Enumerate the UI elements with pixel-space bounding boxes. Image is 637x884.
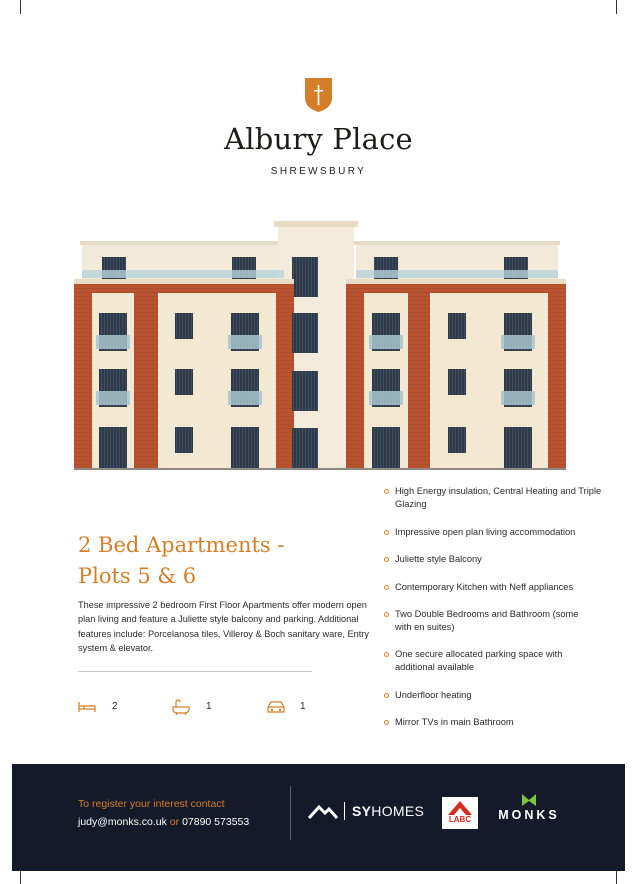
crop-mark bbox=[20, 870, 21, 884]
feature-item: Impressive open plan living accommodation bbox=[384, 526, 610, 539]
bullet-icon bbox=[384, 652, 389, 657]
spec-parking bbox=[266, 696, 306, 718]
crop-mark bbox=[616, 870, 617, 884]
labc-logo bbox=[442, 797, 478, 829]
bullet-icon bbox=[384, 489, 389, 494]
spec-bathrooms-value: 1 bbox=[206, 701, 212, 712]
crop-mark bbox=[20, 0, 21, 14]
syhomes-divider bbox=[344, 802, 345, 820]
crest-logo bbox=[305, 78, 332, 112]
monks-logo bbox=[494, 794, 564, 822]
bed-icon bbox=[78, 700, 96, 714]
building-illustration bbox=[74, 221, 566, 470]
bath-icon bbox=[172, 699, 190, 715]
spec-bedrooms bbox=[78, 696, 118, 718]
development-location: SHREWSBURY bbox=[270, 166, 367, 177]
feature-item: Mirror TVs in main Bathroom bbox=[384, 716, 610, 729]
car-icon bbox=[266, 700, 286, 714]
crop-mark bbox=[616, 0, 617, 14]
labc-roof-icon bbox=[442, 798, 478, 816]
feature-item: Underfloor heating bbox=[384, 689, 610, 702]
contact-line bbox=[78, 816, 249, 828]
bullet-icon bbox=[384, 612, 389, 617]
monks-m-icon bbox=[522, 794, 536, 806]
roof-icon bbox=[308, 803, 338, 819]
contact-phone[interactable]: 07890 573553 bbox=[182, 816, 250, 828]
bullet-icon bbox=[384, 720, 389, 725]
bullet-icon bbox=[384, 557, 389, 562]
listing-heading bbox=[78, 530, 358, 592]
listing-heading-line2: Plots 5 & 6 bbox=[78, 564, 197, 588]
divider bbox=[78, 671, 312, 672]
spec-bedrooms-value: 2 bbox=[112, 701, 118, 712]
syhomes-wordmark: SYHOMES bbox=[352, 803, 425, 819]
monks-wordmark: MONKS bbox=[498, 808, 560, 822]
feature-item: Juliette style Balcony bbox=[384, 553, 610, 566]
labc-wordmark: LABC bbox=[448, 815, 472, 824]
feature-list bbox=[384, 485, 610, 729]
feature-item: One secure allocated parking space with additional available bbox=[384, 648, 600, 675]
bullet-icon bbox=[384, 693, 389, 698]
contact-email[interactable]: judy@monks.co.uk bbox=[78, 816, 167, 828]
contact-or: or bbox=[169, 816, 180, 828]
contact-label: To register your interest contact bbox=[78, 798, 225, 810]
listing-heading-line1: 2 Bed Apartments - bbox=[78, 533, 285, 557]
spec-parking-value: 1 bbox=[300, 701, 306, 712]
spec-bathrooms bbox=[172, 696, 212, 718]
bullet-icon bbox=[384, 585, 389, 590]
syhomes-logo bbox=[308, 802, 424, 820]
listing-description: These impressive 2 bedroom First Floor Apartments offer modern open plan living and feature a Juliette style balcony and parking. Additional features include: Porcelanosa tiles, Villeroy & Boch sanitary ware, Entry system & elevator. bbox=[78, 600, 369, 654]
bullet-icon bbox=[384, 530, 389, 535]
footer-bar bbox=[12, 764, 625, 871]
feature-item: Contemporary Kitchen with Neff appliances bbox=[384, 581, 610, 594]
footer-divider bbox=[290, 786, 291, 840]
feature-item: High Energy insulation, Central Heating and Triple Glazing bbox=[384, 485, 610, 512]
development-name: Albury Place bbox=[224, 122, 413, 156]
feature-item: Two Double Bedrooms and Bathroom (some with en suites) bbox=[384, 608, 591, 635]
